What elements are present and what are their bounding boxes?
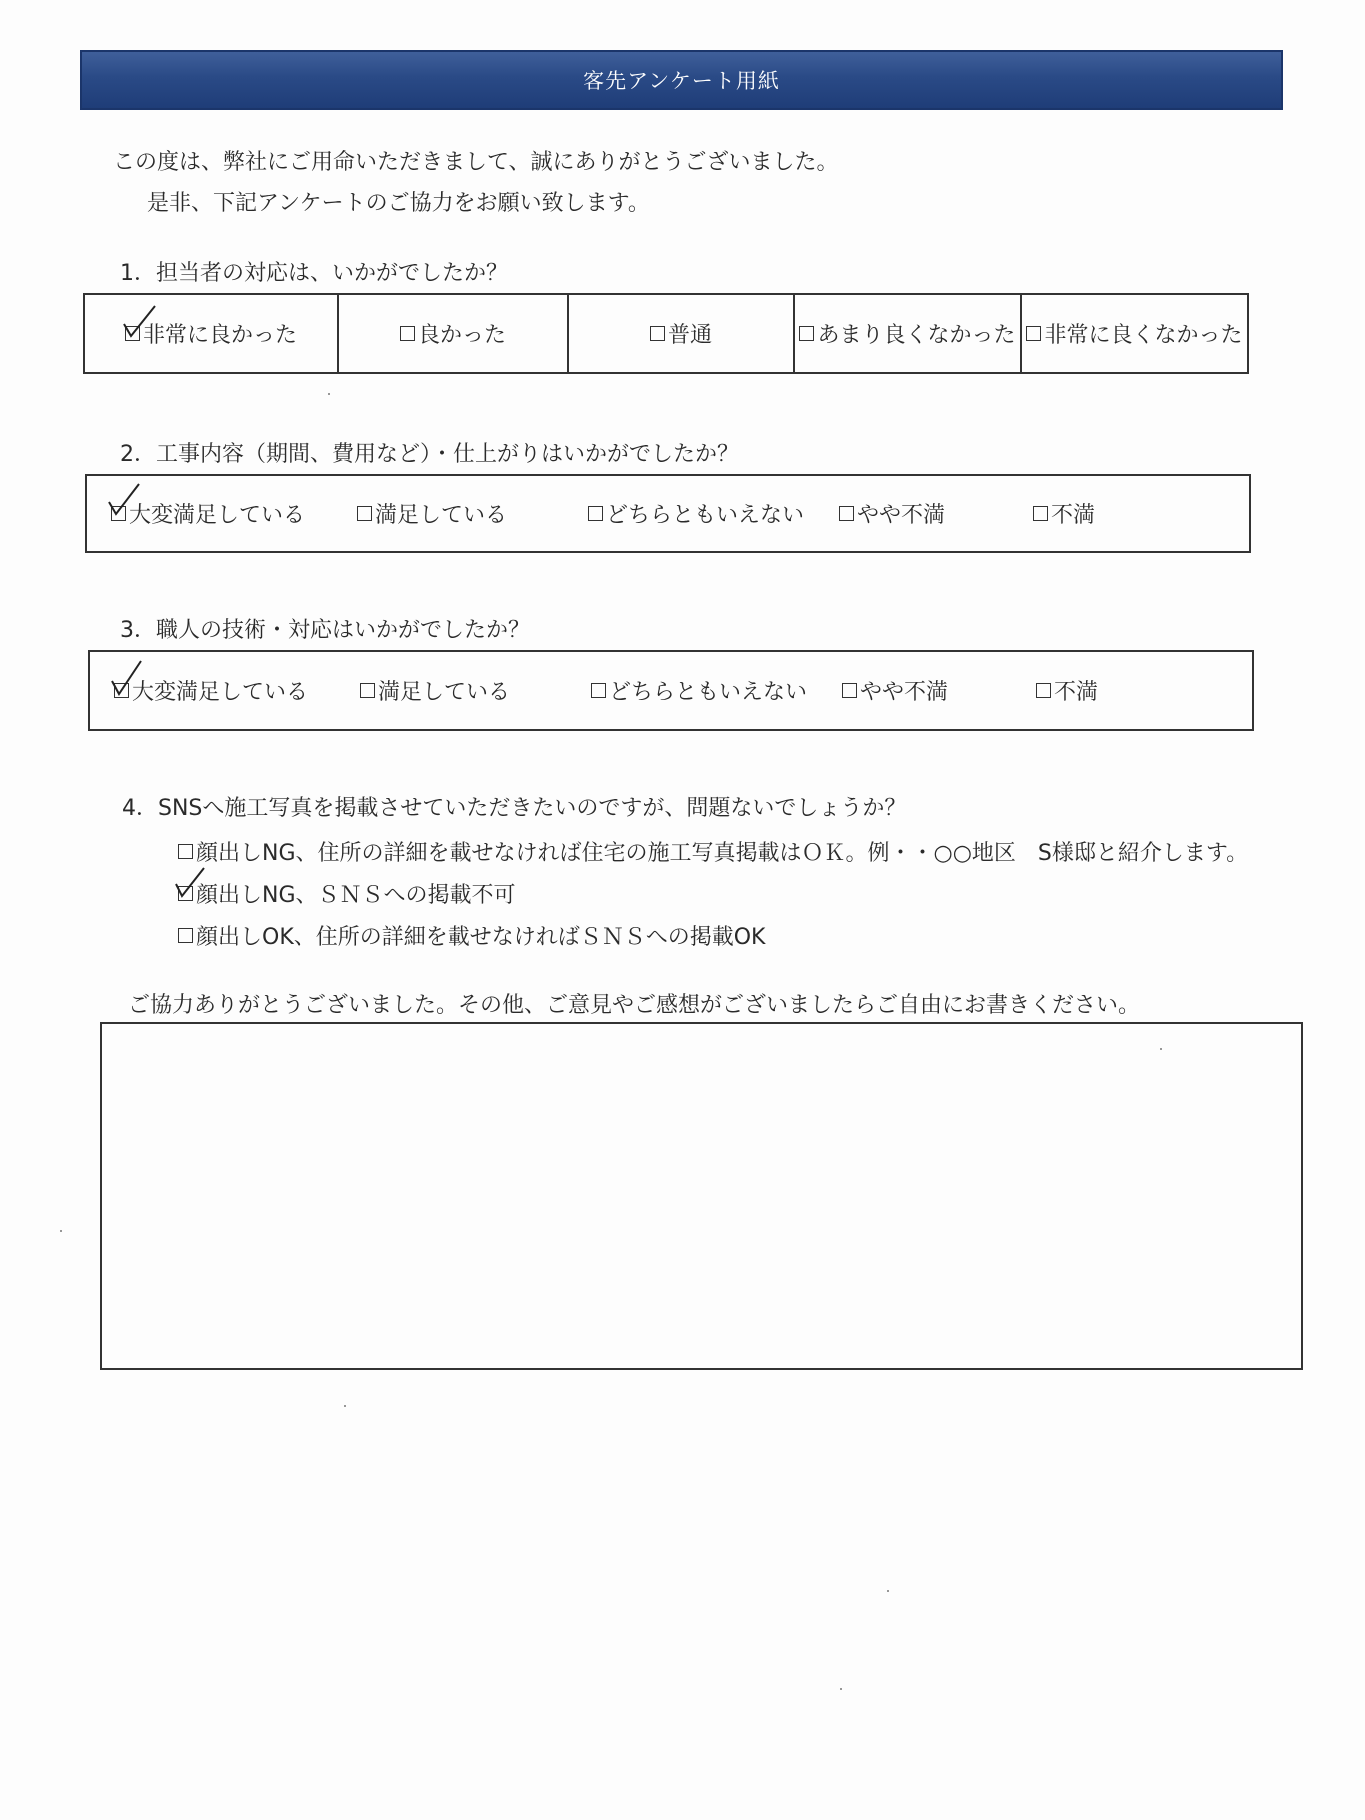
- q3-option-label: どちらともいえない: [609, 680, 808, 705]
- checkbox[interactable]: [650, 326, 665, 341]
- q2-option-label: 大変満足している: [129, 503, 306, 528]
- scan-speck: [887, 1590, 889, 1592]
- q2-title: 2．工事内容（期間、費用など）・仕上がりはいかがでしたか？: [120, 442, 739, 467]
- q1-option-cell: [1022, 295, 1247, 372]
- check-mark-icon: [174, 864, 214, 904]
- q1-options-table: [83, 293, 1249, 374]
- checkbox[interactable]: [588, 506, 603, 521]
- checkbox[interactable]: [842, 683, 857, 698]
- q2-option-label: 満足している: [375, 503, 508, 528]
- q1-option-cell: [795, 295, 1022, 372]
- q3-option-1[interactable]: [114, 652, 308, 729]
- q4-option-label: 顔出しNG、ＳＮＳへの掲載不可: [196, 883, 516, 908]
- q3-option-2[interactable]: [360, 652, 510, 729]
- q1-title: 1．担当者の対応は、いかがでしたか？: [120, 261, 508, 286]
- scan-speck: [328, 393, 330, 395]
- q2-option-label: やや不満: [857, 503, 946, 528]
- scan-speck: [344, 1405, 346, 1407]
- q1-option-label: あまり良くなかった: [817, 323, 1016, 348]
- q3-option-label: やや不満: [860, 680, 949, 705]
- q4-option-2[interactable]: [178, 878, 516, 909]
- checkbox[interactable]: [591, 683, 606, 698]
- q4-option-label: 顔出しNG、住所の詳細を載せなければ住宅の施工写真掲載はＯＫ。例・・○○地区 S様邸と紹介します。: [196, 841, 1249, 866]
- checkbox[interactable]: [178, 844, 193, 859]
- checkbox[interactable]: [1033, 506, 1048, 521]
- q1-option-label: 普通: [667, 323, 712, 348]
- q4-option-3[interactable]: [178, 920, 766, 951]
- q2-option-label: どちらともいえない: [606, 503, 805, 528]
- q2-option-1[interactable]: [111, 476, 305, 551]
- comments-prompt: ご協力ありがとうございました。その他、ご意見やご感想がございましたらご自由にお書きください。: [128, 993, 1141, 1018]
- q4-option-1[interactable]: [178, 836, 1248, 867]
- q2-option-2[interactable]: [357, 476, 507, 551]
- q1-option-cell: [569, 295, 795, 372]
- checkbox[interactable]: [357, 506, 372, 521]
- checkbox[interactable]: [799, 326, 814, 341]
- q4-option-label: 顔出しOK、住所の詳細を載せなければＳＮＳへの掲載OK: [196, 925, 766, 950]
- q1-option-5[interactable]: [1026, 318, 1242, 349]
- intro-line-1: この度は、弊社にご用命いただきまして、誠にありがとうございました。: [113, 150, 839, 175]
- q3-title: 3．職人の技術・対応はいかがでしたか？: [120, 618, 530, 643]
- checkbox[interactable]: [178, 928, 193, 943]
- checkbox[interactable]: [1036, 683, 1051, 698]
- scan-speck: [1160, 1048, 1162, 1050]
- q2-options-box: [85, 474, 1251, 553]
- header-bar: [80, 50, 1283, 110]
- q3-option-4[interactable]: [842, 652, 948, 729]
- q1-option-label: 良かった: [417, 323, 506, 348]
- q2-option-5[interactable]: [1033, 476, 1095, 551]
- q1-option-cell: [339, 295, 569, 372]
- q2-option-4[interactable]: [839, 476, 945, 551]
- scan-speck: [840, 1688, 842, 1690]
- q1-option-2[interactable]: [400, 318, 506, 349]
- q2-option-3[interactable]: [588, 476, 804, 551]
- checkbox[interactable]: [839, 506, 854, 521]
- q3-option-3[interactable]: [591, 652, 807, 729]
- q4-title: 4．SNSへ施工写真を掲載させていただきたいのですが、問題ないでしょうか？: [122, 796, 907, 821]
- q1-option-label: 非常に良かった: [142, 323, 297, 348]
- check-mark-icon: [121, 304, 161, 344]
- check-mark-icon: [107, 484, 147, 524]
- check-mark-icon: [110, 661, 150, 701]
- checkbox[interactable]: [1026, 326, 1041, 341]
- q3-option-5[interactable]: [1036, 652, 1098, 729]
- q1-option-3[interactable]: [650, 318, 712, 349]
- scan-speck: [60, 1230, 62, 1232]
- intro-line-2: 是非、下記アンケートのご協力をお願い致します。: [147, 191, 650, 216]
- q3-option-label: 不満: [1054, 680, 1099, 705]
- q1-option-label: 非常に良くなかった: [1044, 323, 1243, 348]
- q1-option-1[interactable]: [125, 318, 297, 349]
- q3-option-label: 大変満足している: [132, 680, 309, 705]
- q3-option-label: 満足している: [378, 680, 511, 705]
- form-title: 客先アンケート用紙: [583, 69, 780, 93]
- q1-option-cell: [85, 295, 339, 372]
- q3-options-box: [88, 650, 1254, 731]
- q2-option-label: 不満: [1051, 503, 1096, 528]
- q1-option-4[interactable]: [799, 318, 1015, 349]
- checkbox[interactable]: [360, 683, 375, 698]
- comments-textarea[interactable]: [100, 1022, 1303, 1370]
- checkbox[interactable]: [400, 326, 415, 341]
